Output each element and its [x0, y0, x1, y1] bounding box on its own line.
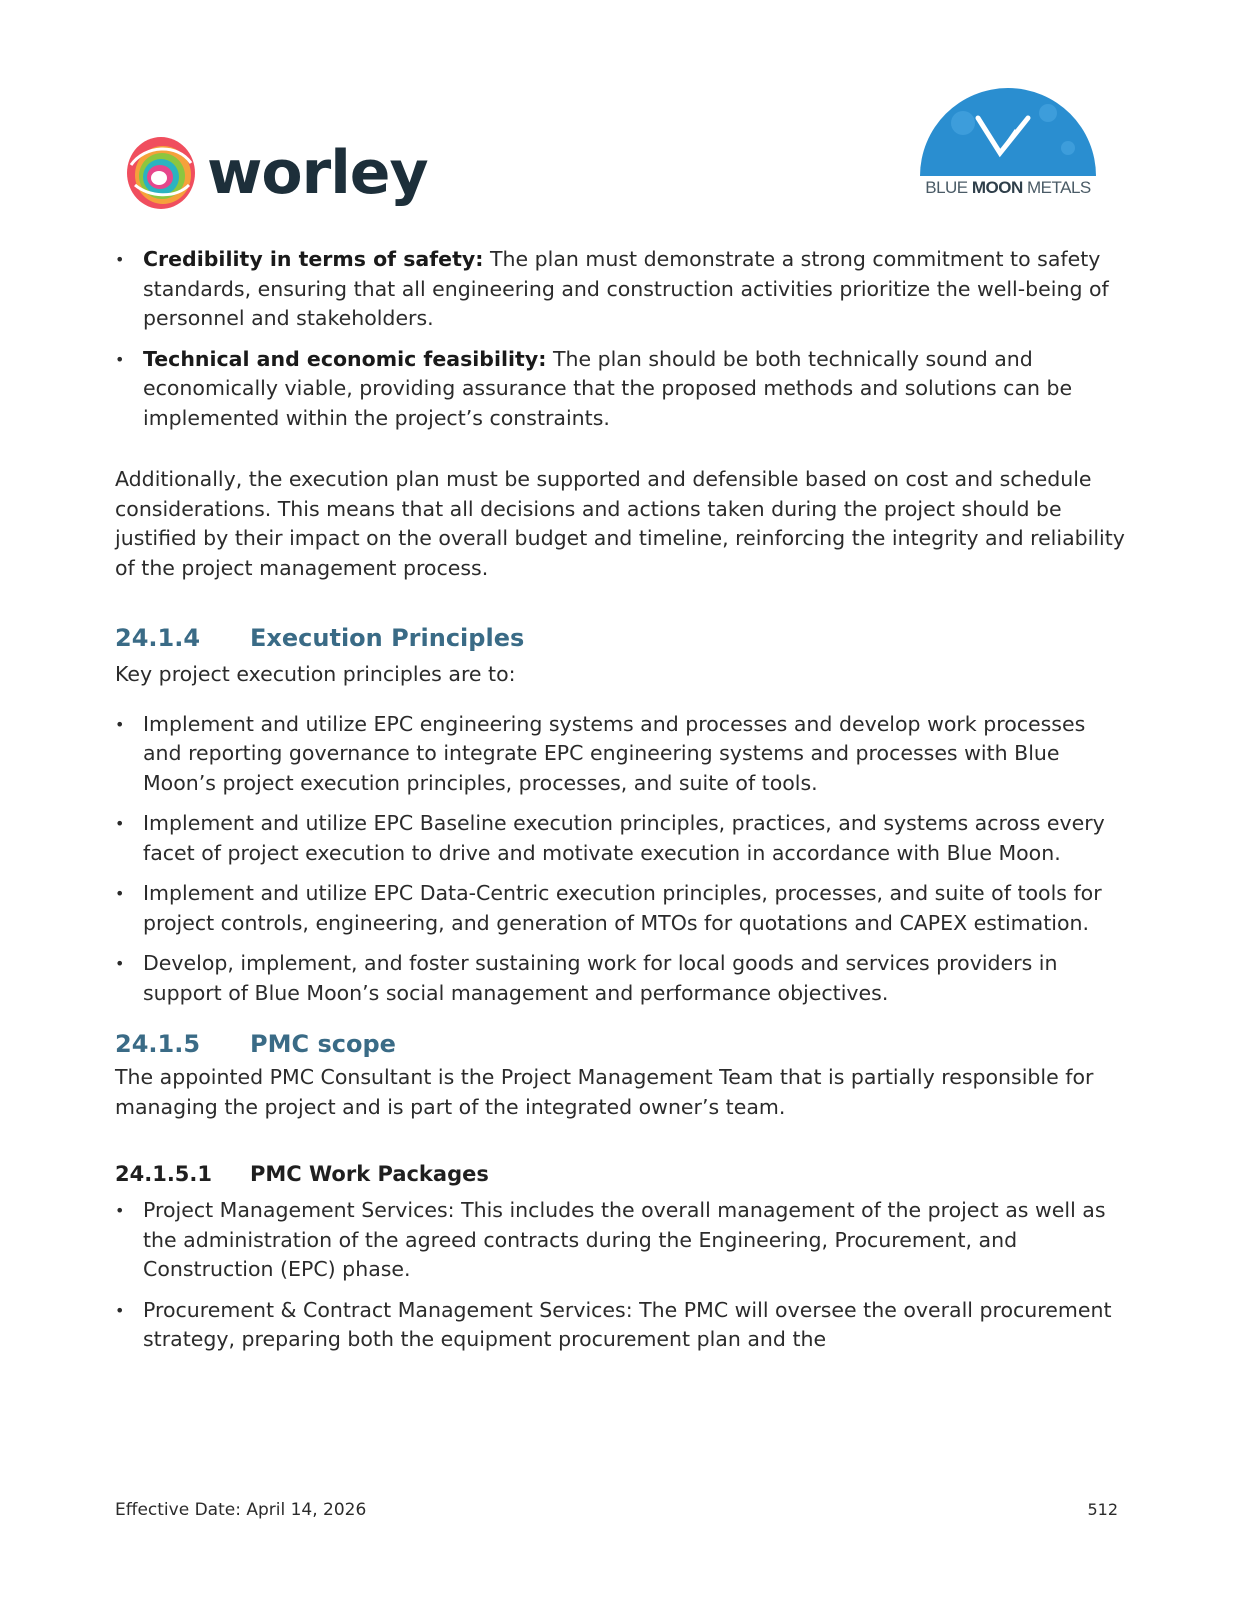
- pmc-scope-paragraph: The appointed PMC Consultant is the Project Management Team that is partially responsible for managing the project and is part of the integrated owner’s team.: [115, 1065, 1094, 1119]
- section-heading-pmc-work-packages: 24.1.5.1 PMC Work Packages: [115, 1162, 489, 1186]
- blue-moon-icon: [908, 78, 1108, 178]
- list-item: • Credibility in terms of safety: The plan must demonstrate a strong commitment to safety standards, ensuring that all engineering and construction activities prioritize the well-being of personnel and stakeholders.: [115, 245, 1130, 334]
- section-heading-pmc-scope: 24.1.5 PMC scope: [115, 1030, 396, 1058]
- criteria-list: [115, 245, 1130, 433]
- blue-moon-wordmark: BLUE MOON METALS: [925, 178, 1091, 197]
- list-item: • Implement and utilize EPC engineering systems and processes and develop work processes and reporting governance to integrate EPC engineering systems and processes with Blue Moon’s project execution principles, processes, and suite of tools.: [115, 710, 1130, 799]
- section-heading-execution-principles: 24.1.4 Execution Principles: [115, 624, 525, 652]
- list-item: • Procurement & Contract Management Services: The PMC will oversee the overall procurement strategy, preparing both the equipment procurement plan and the: [115, 1296, 1130, 1355]
- blue-moon-metals-logo: [908, 78, 1108, 203]
- list-item: • Technical and economic feasibility: The plan should be both technically sound and economically viable, providing assurance that the proposed methods and solutions can be implemented within the project’s constraints.: [115, 345, 1130, 434]
- additional-paragraph: Additionally, the execution plan must be supported and defensible based on cost and schedule considerations. This means that all decisions and actions taken during the project should be justified by their impact on the overall budget and timeline, reinforcing the integrity and reliability of the project management process.: [115, 467, 1125, 580]
- pmc-work-packages-list: [115, 1196, 1130, 1355]
- execution-principles-list: [115, 710, 1130, 1009]
- worley-wordmark: worley: [207, 138, 428, 208]
- list-item: • Develop, implement, and foster sustaining work for local goods and services providers in support of Blue Moon’s social management and performance objectives.: [115, 949, 1130, 1008]
- list-item: • Implement and utilize EPC Baseline execution principles, practices, and systems across every facet of project execution to drive and motivate execution in accordance with Blue Moon.: [115, 809, 1130, 868]
- list-item: • Project Management Services: This includes the overall management of the project as well as the administration of the agreed contracts during the Engineering, Procurement, and Construction (EPC) phase.: [115, 1196, 1130, 1285]
- worley-swirl-icon: [125, 135, 197, 211]
- document-body: [115, 245, 1130, 1366]
- footer-effective-date: Effective Date: April 14, 2026: [115, 1500, 367, 1520]
- footer-page-number: 512: [1087, 1500, 1118, 1519]
- list-item: • Implement and utilize EPC Data-Centric execution principles, processes, and suite of tools for project controls, engineering, and generation of MTOs for quotations and CAPEX estimation.: [115, 879, 1130, 938]
- execution-intro: Key project execution principles are to:: [115, 662, 516, 686]
- worley-logo: [125, 133, 428, 213]
